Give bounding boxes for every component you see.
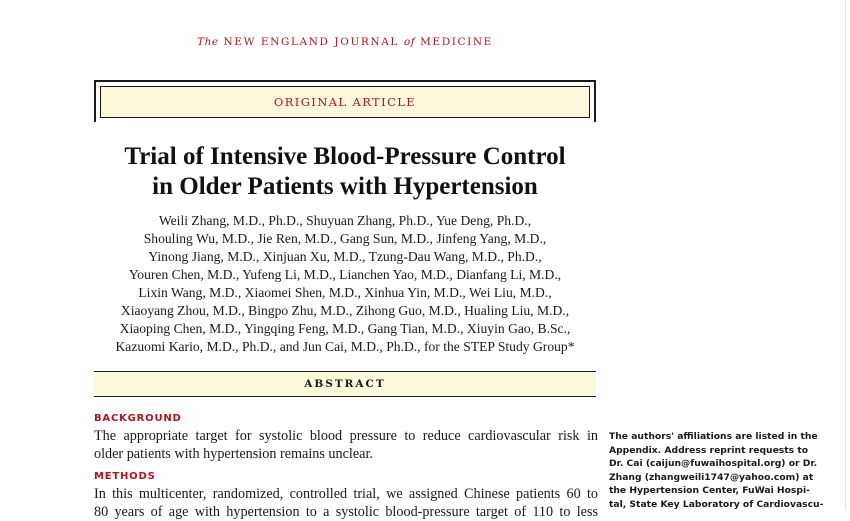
author-line: Yinong Jiang, M.D., Xinjuan Xu, M.D., Tzung-Dau Wang, M.D., Ph.D., — [148, 249, 542, 264]
background-heading: BACKGROUND — [94, 413, 182, 424]
note-line: The authors' affiliations are listed in the — [609, 431, 818, 442]
text-line: older patients with hypertension remains unclear. — [94, 446, 373, 462]
author-line: Xiaoyang Zhou, M.D., Bingpo Zhu, M.D., Zihong Guo, M.D., Hualing Liu, M.D., — [120, 303, 570, 318]
background-text — [94, 427, 598, 463]
text-line: The appropriate target for systolic blood pressure to reduce cardiovascular risk in — [94, 428, 598, 444]
text-line: In this multicenter, randomized, controlled trial, we assigned Chinese patients 60 to — [94, 486, 598, 502]
author-list — [80, 212, 610, 356]
note-line: Zhang (zhangweili1747@yahoo.com) at — [609, 471, 814, 483]
note-line: the Hypertension Center, FuWai Hospi- — [609, 485, 810, 497]
title-line: Trial of Intensive Blood-Pressure Control — [124, 143, 566, 170]
author-line: Xiaoping Chen, M.D., Yingqing Feng, M.D., Gang Tian, M.D., Xiuyin Gao, B.Sc., — [119, 321, 571, 336]
affiliations-note — [609, 430, 824, 512]
methods-heading: METHODS — [94, 471, 156, 482]
note-line: Dr. Cai (caijun@fuwaihospital.org) or Dr. — [609, 458, 818, 470]
article-title — [94, 142, 596, 202]
author-line: Lixin Wang, M.D., Xiaomei Shen, M.D., Xinhua Yin, M.D., Wei Liu, M.D., — [138, 285, 552, 300]
journal-of: of — [403, 36, 416, 48]
title-line: in Older Patients with Hypertension — [152, 173, 538, 200]
abstract-header: ABSTRACT — [94, 371, 596, 397]
journal-masthead — [94, 36, 596, 48]
author-line: Kazuomi Kario, M.D., Ph.D., and Jun Cai, M.D., Ph.D., for the STEP Study Group* — [115, 339, 575, 354]
page-edge-rule — [845, 0, 846, 510]
note-line: Appendix. Address reprint requests to — [609, 444, 809, 456]
methods-text — [94, 485, 598, 521]
article-type-label: ORIGINAL ARTICLE — [100, 86, 590, 118]
journal-the: The — [197, 36, 219, 48]
note-line: tal, State Key Laboratory of Cardiovascu- — [609, 498, 824, 510]
journal-name-b: MEDICINE — [420, 36, 493, 48]
author-line: Shouling Wu, M.D., Jie Ren, M.D., Gang Sun, M.D., Jinfeng Yang, M.D., — [143, 231, 547, 246]
text-line: 80 years of age with hypertension to a systolic blood-pressure target of 110 to less — [94, 504, 598, 520]
journal-name-a: NEW ENGLAND JOURNAL — [223, 36, 399, 48]
author-line: Weili Zhang, M.D., Ph.D., Shuyuan Zhang, Ph.D., Yue Deng, Ph.D., — [158, 213, 532, 228]
author-line: Youren Chen, M.D., Yufeng Li, M.D., Lianchen Yao, M.D., Dianfang Li, M.D., — [128, 267, 562, 282]
